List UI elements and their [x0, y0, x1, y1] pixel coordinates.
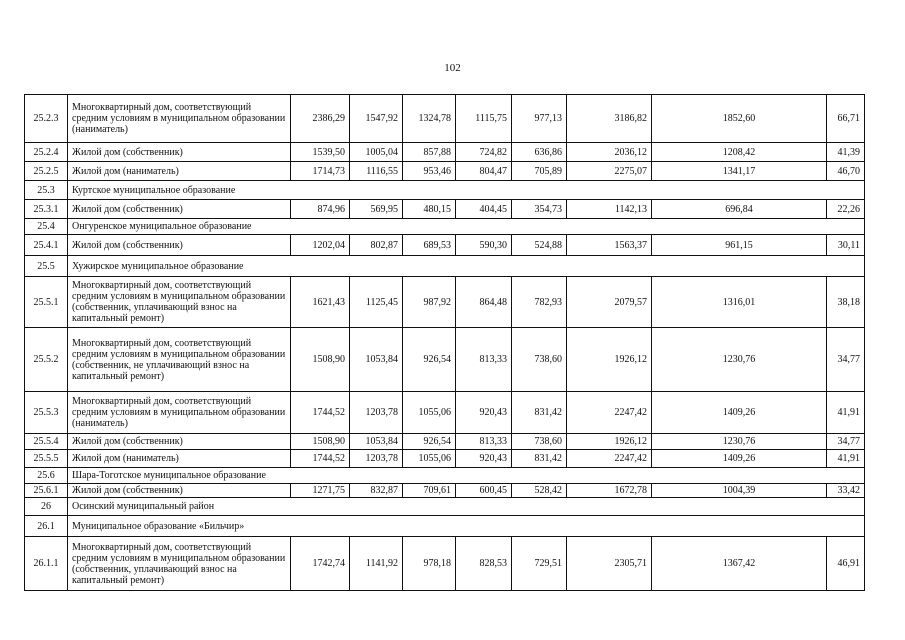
value-cell-7: 1341,17 [652, 162, 827, 181]
value-cell-4: 828,53 [456, 537, 512, 591]
value-cell-2: 1125,45 [350, 277, 403, 328]
value-cell-8: 41,91 [827, 450, 865, 468]
value-cell-1: 2386,29 [291, 95, 350, 143]
value-cell-6: 1142,13 [567, 200, 652, 219]
value-cell-5: 354,73 [512, 200, 567, 219]
table-row [25, 235, 865, 256]
value-cell-7: 961,15 [652, 235, 827, 256]
value-cell-3: 1324,78 [403, 95, 456, 143]
value-cell-5: 738,60 [512, 328, 567, 392]
value-cell-3: 987,92 [403, 277, 456, 328]
table-row [25, 450, 865, 468]
value-cell-8: 33,42 [827, 484, 865, 498]
value-cell-1: 1539,50 [291, 143, 350, 162]
value-cell-2: 802,87 [350, 235, 403, 256]
value-cell-3: 709,61 [403, 484, 456, 498]
row-code: 25.3 [25, 181, 68, 200]
value-cell-8: 41,39 [827, 143, 865, 162]
row-code: 26.1.1 [25, 537, 68, 591]
table-row [25, 200, 865, 219]
value-cell-2: 1116,55 [350, 162, 403, 181]
row-code: 25.5.4 [25, 434, 68, 450]
value-cell-4: 864,48 [456, 277, 512, 328]
value-cell-5: 636,86 [512, 143, 567, 162]
value-cell-6: 2305,71 [567, 537, 652, 591]
value-cell-7: 1409,26 [652, 450, 827, 468]
value-cell-5: 729,51 [512, 537, 567, 591]
row-code: 26.1 [25, 516, 68, 537]
value-cell-5: 782,93 [512, 277, 567, 328]
row-name: Жилой дом (собственник) [68, 434, 291, 450]
page-number: 102 [444, 62, 461, 74]
row-code: 25.5.1 [25, 277, 68, 328]
value-cell-4: 813,33 [456, 434, 512, 450]
row-name: Многоквартирный дом, соответствующий средним условиям в муниципальном образовании (собственник, уплачивающий взнос на капитальный ремонт) [68, 537, 291, 591]
row-code: 25.5 [25, 256, 68, 277]
section-row [25, 181, 865, 200]
value-cell-1: 1742,74 [291, 537, 350, 591]
value-cell-1: 1508,90 [291, 434, 350, 450]
row-code: 25.2.3 [25, 95, 68, 143]
table-row [25, 162, 865, 181]
value-cell-8: 46,70 [827, 162, 865, 181]
value-cell-7: 1367,42 [652, 537, 827, 591]
value-cell-5: 524,88 [512, 235, 567, 256]
value-cell-6: 2275,07 [567, 162, 652, 181]
value-cell-7: 1004,39 [652, 484, 827, 498]
value-cell-7: 1852,60 [652, 95, 827, 143]
value-cell-6: 2036,12 [567, 143, 652, 162]
row-name: Жилой дом (собственник) [68, 143, 291, 162]
row-code: 25.5.2 [25, 328, 68, 392]
section-title: Шара-Тоготское муниципальное образование [68, 468, 865, 484]
value-cell-7: 1409,26 [652, 392, 827, 434]
value-cell-5: 977,13 [512, 95, 567, 143]
value-cell-6: 2247,42 [567, 392, 652, 434]
value-cell-8: 46,91 [827, 537, 865, 591]
value-cell-8: 34,77 [827, 328, 865, 392]
value-cell-5: 705,89 [512, 162, 567, 181]
value-cell-8: 22,26 [827, 200, 865, 219]
value-cell-3: 978,18 [403, 537, 456, 591]
value-cell-6: 2079,57 [567, 277, 652, 328]
row-name: Многоквартирный дом, соответствующий средним условиям в муниципальном образовании (наниматель) [68, 95, 291, 143]
value-cell-4: 404,45 [456, 200, 512, 219]
row-name: Многоквартирный дом, соответствующий средним условиям в муниципальном образовании (собственник, уплачивающий взнос на капитальный ремонт) [68, 277, 291, 328]
value-cell-3: 857,88 [403, 143, 456, 162]
value-cell-2: 832,87 [350, 484, 403, 498]
row-code: 25.5.3 [25, 392, 68, 434]
value-cell-7: 1230,76 [652, 328, 827, 392]
value-cell-2: 1203,78 [350, 392, 403, 434]
value-cell-7: 1208,42 [652, 143, 827, 162]
value-cell-3: 953,46 [403, 162, 456, 181]
tariff-table [24, 94, 865, 591]
table-row [25, 484, 865, 498]
table-row [25, 392, 865, 434]
value-cell-1: 1202,04 [291, 235, 350, 256]
table-row [25, 95, 865, 143]
value-cell-6: 1926,12 [567, 434, 652, 450]
value-cell-6: 3186,82 [567, 95, 652, 143]
value-cell-2: 1141,92 [350, 537, 403, 591]
value-cell-4: 590,30 [456, 235, 512, 256]
section-row [25, 468, 865, 484]
value-cell-8: 66,71 [827, 95, 865, 143]
value-cell-8: 41,91 [827, 392, 865, 434]
row-code: 26 [25, 498, 68, 516]
section-row [25, 498, 865, 516]
row-name: Жилой дом (собственник) [68, 200, 291, 219]
row-code: 25.2.5 [25, 162, 68, 181]
value-cell-4: 920,43 [456, 450, 512, 468]
value-cell-6: 1563,37 [567, 235, 652, 256]
value-cell-5: 831,42 [512, 450, 567, 468]
value-cell-4: 920,43 [456, 392, 512, 434]
table-row [25, 537, 865, 591]
value-cell-1: 1508,90 [291, 328, 350, 392]
value-cell-4: 804,47 [456, 162, 512, 181]
row-name: Жилой дом (наниматель) [68, 450, 291, 468]
value-cell-3: 1055,06 [403, 450, 456, 468]
value-cell-2: 569,95 [350, 200, 403, 219]
value-cell-7: 1230,76 [652, 434, 827, 450]
value-cell-7: 696,84 [652, 200, 827, 219]
value-cell-2: 1547,92 [350, 95, 403, 143]
value-cell-1: 1621,43 [291, 277, 350, 328]
row-code: 25.6.1 [25, 484, 68, 498]
value-cell-5: 831,42 [512, 392, 567, 434]
value-cell-8: 30,11 [827, 235, 865, 256]
value-cell-2: 1005,04 [350, 143, 403, 162]
row-code: 25.6 [25, 468, 68, 484]
value-cell-1: 1744,52 [291, 450, 350, 468]
value-cell-6: 2247,42 [567, 450, 652, 468]
value-cell-5: 528,42 [512, 484, 567, 498]
row-name: Жилой дом (наниматель) [68, 162, 291, 181]
value-cell-2: 1053,84 [350, 328, 403, 392]
table-row [25, 143, 865, 162]
value-cell-6: 1672,78 [567, 484, 652, 498]
value-cell-3: 926,54 [403, 434, 456, 450]
row-code: 25.4 [25, 219, 68, 235]
section-title: Онгуренское муниципальное образование [68, 219, 865, 235]
table-row [25, 328, 865, 392]
section-row [25, 256, 865, 277]
row-name: Жилой дом (собственник) [68, 235, 291, 256]
table-row [25, 277, 865, 328]
value-cell-3: 926,54 [403, 328, 456, 392]
value-cell-2: 1053,84 [350, 434, 403, 450]
value-cell-4: 600,45 [456, 484, 512, 498]
value-cell-8: 38,18 [827, 277, 865, 328]
value-cell-7: 1316,01 [652, 277, 827, 328]
value-cell-3: 689,53 [403, 235, 456, 256]
section-title: Осинский муниципальный район [68, 498, 865, 516]
section-title: Муниципальное образование «Бильчир» [68, 516, 865, 537]
section-title: Куртское муниципальное образование [68, 181, 865, 200]
value-cell-5: 738,60 [512, 434, 567, 450]
row-code: 25.5.5 [25, 450, 68, 468]
value-cell-3: 1055,06 [403, 392, 456, 434]
section-title: Хужирское муниципальное образование [68, 256, 865, 277]
value-cell-4: 1115,75 [456, 95, 512, 143]
value-cell-3: 480,15 [403, 200, 456, 219]
section-row [25, 516, 865, 537]
table-row [25, 434, 865, 450]
value-cell-1: 1271,75 [291, 484, 350, 498]
value-cell-4: 724,82 [456, 143, 512, 162]
value-cell-8: 34,77 [827, 434, 865, 450]
value-cell-2: 1203,78 [350, 450, 403, 468]
row-code: 25.2.4 [25, 143, 68, 162]
value-cell-6: 1926,12 [567, 328, 652, 392]
row-name: Жилой дом (собственник) [68, 484, 291, 498]
row-name: Многоквартирный дом, соответствующий средним условиям в муниципальном образовании (собственник, не уплачивающий взнос на капитальный ремонт) [68, 328, 291, 392]
value-cell-1: 874,96 [291, 200, 350, 219]
row-name: Многоквартирный дом, соответствующий средним условиям в муниципальном образовании (наниматель) [68, 392, 291, 434]
row-code: 25.3.1 [25, 200, 68, 219]
value-cell-1: 1714,73 [291, 162, 350, 181]
table-body [25, 95, 865, 591]
row-code: 25.4.1 [25, 235, 68, 256]
section-row [25, 219, 865, 235]
value-cell-1: 1744,52 [291, 392, 350, 434]
value-cell-4: 813,33 [456, 328, 512, 392]
